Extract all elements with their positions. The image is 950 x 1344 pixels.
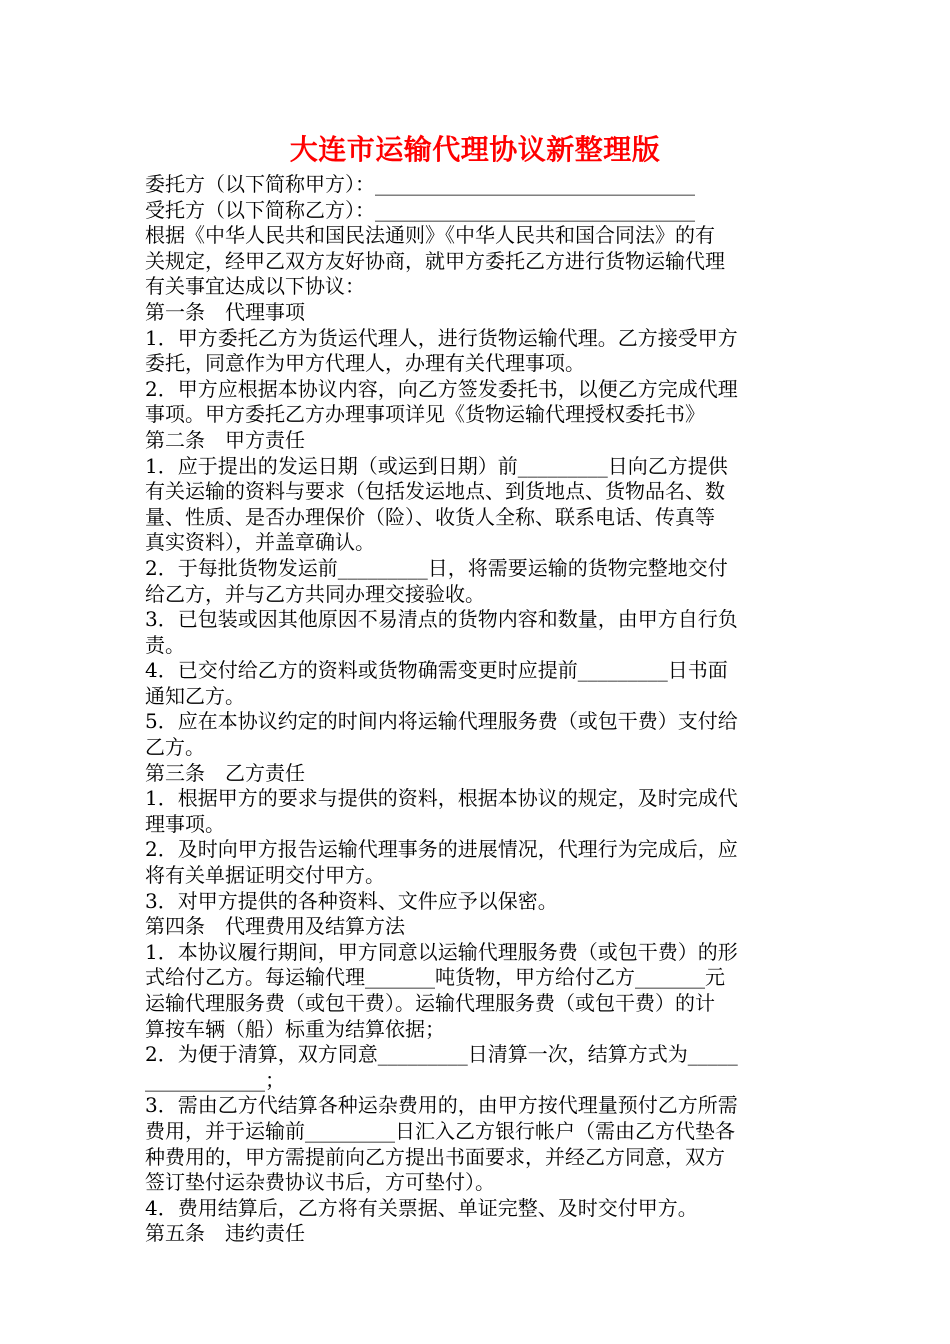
document-line: 责。 <box>145 632 185 657</box>
document-line: 受托方（以下简称乙方）：________________________________ <box>145 197 695 222</box>
document-line: 通知乙方。 <box>145 683 245 708</box>
document-title: 大连市运输代理协议新整理版 <box>289 133 661 166</box>
document-line: 4．费用结算后，乙方将有关票据、单证完整、及时交付甲方。 <box>145 1195 698 1220</box>
document-line: 关规定，经甲乙双方友好协商，就甲方委托乙方进行货物运输代理 <box>145 248 725 273</box>
document-line: 种费用的，甲方需提前向乙方提出书面要求，并经乙方同意，双方 <box>145 1144 725 1169</box>
document-line: 4．已交付给乙方的资料或货物确需变更时应提前_________日书面 <box>145 658 728 683</box>
document-line: 运输代理服务费（或包干费）。运输代理服务费（或包干费）的计 <box>145 991 715 1015</box>
document-line: 2．于每批货物发运前_________日，将需要运输的货物完整地交付 <box>145 555 728 580</box>
document-line: 签订垫付运杂费协议书后，方可垫付）。 <box>145 1170 495 1195</box>
document-line: 算按车辆（船）标重为结算依据； <box>145 1016 445 1041</box>
document-line: 1．甲方委托乙方为货运代理人，进行货物运输代理。乙方接受甲方 <box>145 325 738 350</box>
document-line: 第五条 违约责任 <box>145 1221 305 1246</box>
document-line: 将有关单据证明交付甲方。 <box>145 863 385 888</box>
document-line: 3．需由乙方代结算各种运杂费用的，由甲方按代理量预付乙方所需 <box>145 1093 738 1118</box>
document-line: 乙方。 <box>145 735 205 760</box>
document-line: 量、性质、是否办理保价（险）、收货人全称、联系电话、传真等 <box>145 504 715 529</box>
document-line: 3．对甲方提供的各种资料、文件应予以保密。 <box>145 888 558 913</box>
document-line: 5．应在本协议约定的时间内将运输代理服务费（或包干费）支付给 <box>145 709 738 734</box>
document-line: 3．已包装或因其他原因不易清点的货物内容和数量，由甲方自行负 <box>145 607 738 632</box>
document-line: 1．根据甲方的要求与提供的资料，根据本协议的规定，及时完成代 <box>145 786 738 811</box>
document-line: 第二条 甲方责任 <box>145 427 305 452</box>
document-line: 第一条 代理事项 <box>145 299 305 324</box>
document-line: 根据《中华人民共和国民法通则》《中华人民共和国合同法》的有 <box>145 223 715 248</box>
document-line: 真实资料），并盖章确认。 <box>145 530 375 555</box>
document-line: 有关事宜达成以下协议： <box>145 274 365 299</box>
document-line: 费用，并于运输前_________日汇入乙方银行帐户（需由乙方代垫各 <box>145 1118 735 1143</box>
document-line: 委托方（以下简称甲方）：________________________________ <box>145 172 695 196</box>
document-line: 委托，同意作为甲方代理人，办理有关代理事项。 <box>145 351 585 376</box>
document-line: 2．为便于清算，双方同意_________日清算一次，结算方式为_____ <box>145 1042 738 1067</box>
document-line: 1．应于提出的发运日期（或运到日期）前_________日向乙方提供 <box>145 453 728 478</box>
document-line: 式给付乙方。每运输代理_______吨货物，甲方给付乙方_______元 <box>145 965 725 990</box>
document-line: 第四条 代理费用及结算方法 <box>145 914 405 939</box>
document-line: 1．本协议履行期间，甲方同意以运输代理服务费（或包干费）的形 <box>145 939 738 964</box>
document-line: 2．甲方应根据本协议内容，向乙方签发委托书，以便乙方完成代理 <box>145 376 738 401</box>
document-line: 有关运输的资料与要求（包括发运地点、到货地点、货物品名、数 <box>145 479 725 504</box>
document-line: 理事项。 <box>145 811 225 836</box>
document-line: 第三条 乙方责任 <box>145 760 305 785</box>
document-line: 给乙方，并与乙方共同办理交接验收。 <box>145 581 485 606</box>
document-body <box>145 172 807 1247</box>
document-line: 事项。甲方委托乙方办理事项详见《货物运输代理授权委托书》 <box>145 402 705 427</box>
document-line: 2．及时向甲方报告运输代理事务的进展情况，代理行为完成后，应 <box>145 837 738 862</box>
document-line: ____________； <box>145 1067 285 1092</box>
